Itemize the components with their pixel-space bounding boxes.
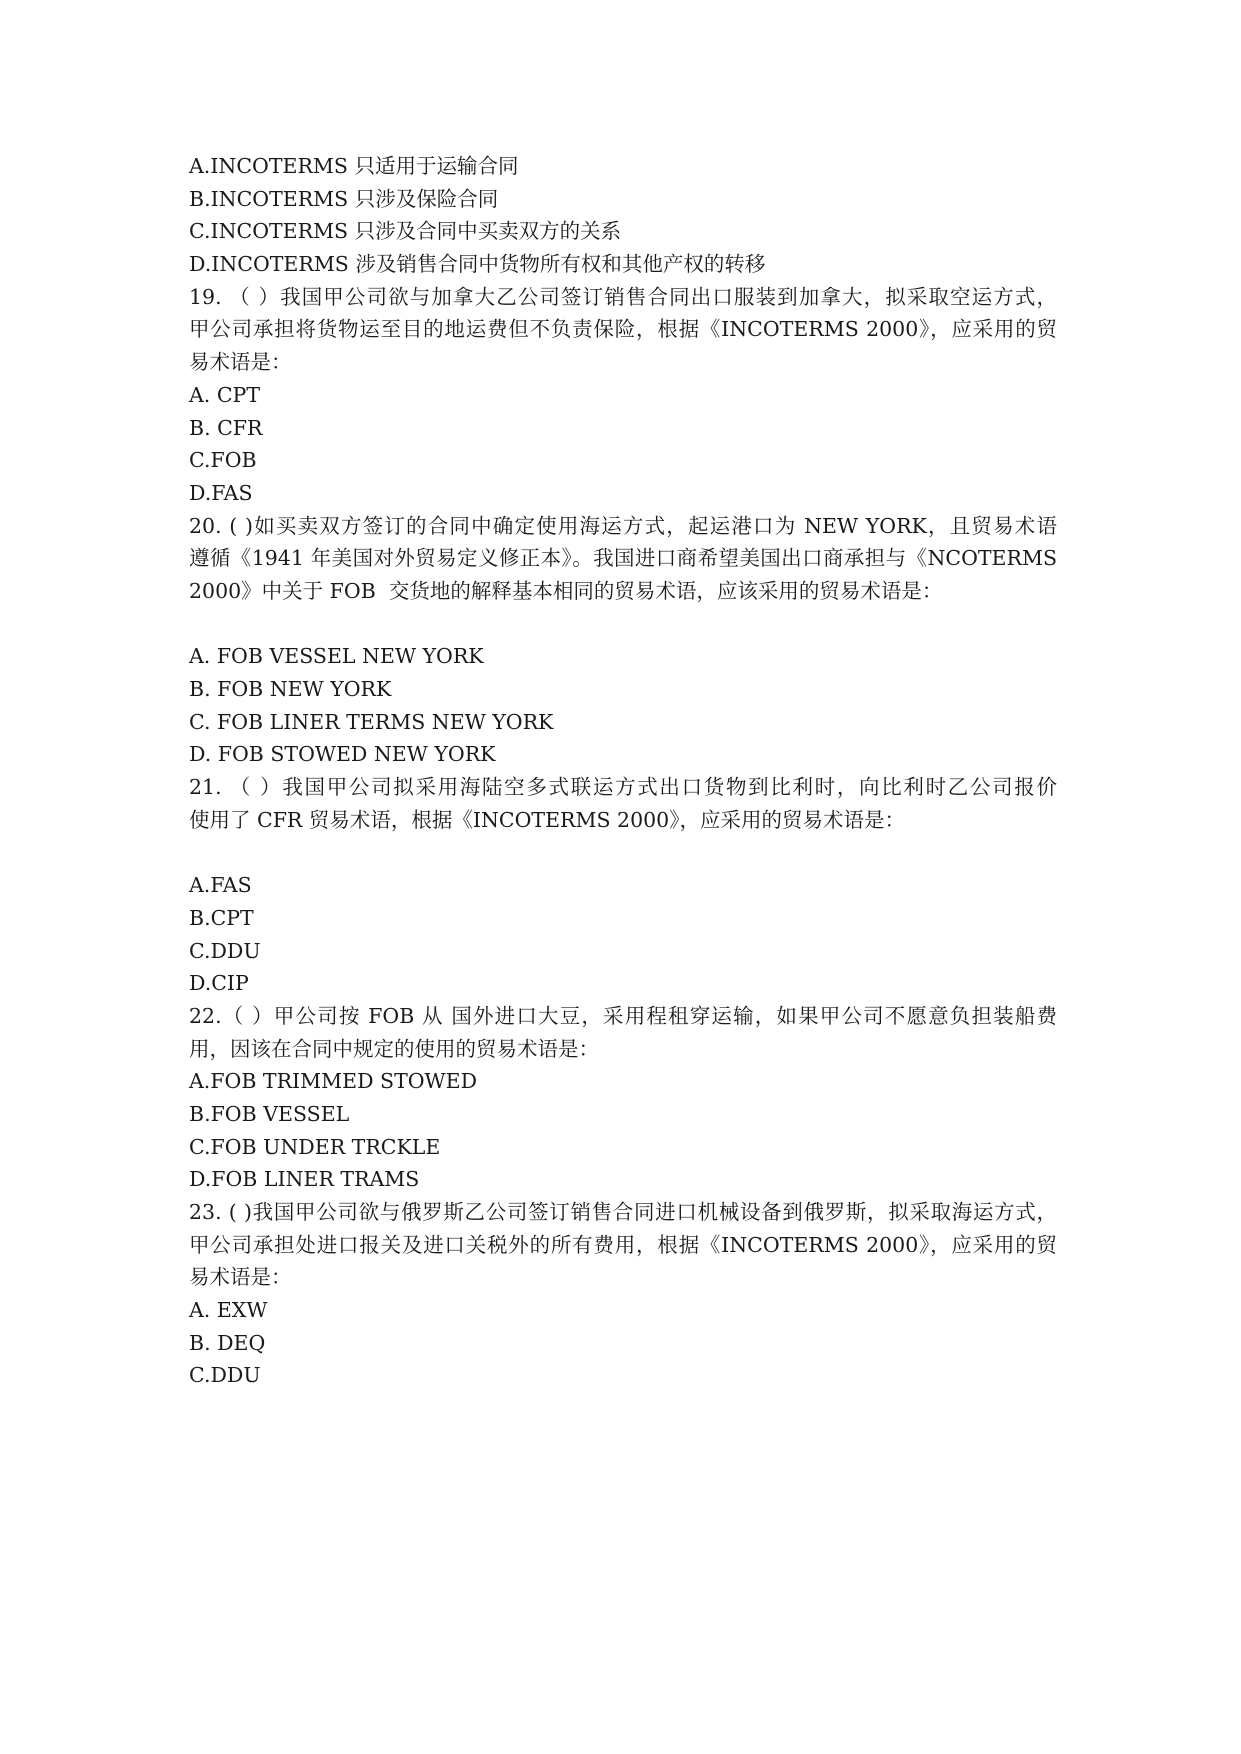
answer-option: A.FAS: [189, 873, 252, 898]
answer-option: D.INCOTERMS 涉及销售合同中货物所有权和其他产权的转移: [189, 252, 766, 277]
answer-option: D. FOB STOWED NEW YORK: [189, 742, 496, 767]
question-text-line: 21. （ ）我国甲公司拟采用海陆空多式联运方式出口货物到比利时，向比利时乙公司报价: [189, 775, 1057, 800]
answer-option: D.CIP: [189, 971, 249, 996]
question-text-line: 20. ( )如买卖双方签订的合同中确定使用海运方式，起运港口为 NEW YORK，且贸易术语: [189, 513, 1057, 538]
question-text-line: 用，因该在合同中规定的使用的贸易术语是：: [189, 1036, 599, 1061]
answer-option: A. FOB VESSEL NEW YORK: [189, 644, 484, 669]
answer-option: B.INCOTERMS 只涉及保险合同: [189, 186, 499, 211]
answer-option: B. DEQ: [189, 1330, 266, 1355]
question-text-line: 2000》中关于 FOB 交货地的解释基本相同的贸易术语，应该采用的贸易术语是：: [189, 578, 943, 603]
answer-option: C.DDU: [189, 938, 261, 963]
answer-option: B.CPT: [189, 905, 254, 930]
question-text-line: 甲公司承担将货物运至目的地运费但不负责保险，根据《INCOTERMS 2000》，应采用的贸: [189, 317, 1057, 342]
question-text-line: 甲公司承担处进口报关及进口关税外的所有费用，根据《INCOTERMS 2000》，应采用的贸: [189, 1232, 1057, 1257]
answer-option: C.FOB: [189, 448, 257, 473]
answer-option: D.FOB LINER TRAMS: [189, 1167, 420, 1192]
question-text-line: 易术语是：: [189, 1265, 292, 1290]
answer-option: B. FOB NEW YORK: [189, 677, 392, 701]
answer-option: C.DDU: [189, 1363, 261, 1388]
blank-line: [189, 608, 1057, 641]
answer-option: D.FAS: [189, 480, 253, 505]
answer-option: B. CFR: [189, 415, 263, 440]
answer-option: B.FOB VESSEL: [189, 1101, 350, 1126]
answer-option: C. FOB LINER TERMS NEW YORK: [189, 709, 554, 734]
question-text-line: 19. （ ）我国甲公司欲与加拿大乙公司签订销售合同出口服装到加拿大，拟采取空运方式，: [189, 284, 1057, 309]
question-text-line: 使用了 CFR 贸易术语，根据《INCOTERMS 2000》，应采用的贸易术语是：: [189, 807, 905, 832]
question-text-line: 遵循《1941 年美国对外贸易定义修正本》。我国进口商希望美国出口商承担与《NCOTERMS: [189, 546, 1057, 571]
answer-option: A.INCOTERMS 只适用于运输合同: [189, 154, 519, 178]
question-text-line: 易术语是：: [189, 350, 292, 375]
question-text-line: 23. ( )我国甲公司欲与俄罗斯乙公司签订销售合同进口机械设备到俄罗斯，拟采取海运方式，: [189, 1200, 1057, 1224]
document-body: [189, 150, 1057, 1392]
answer-option: C.INCOTERMS 只涉及合同中买卖双方的关系: [189, 219, 622, 244]
answer-option: A. EXW: [189, 1298, 268, 1323]
question-text-line: 22.（ ）甲公司按 FOB 从 国外进口大豆，采用程租穿运输，如果甲公司不愿意负担装船费: [189, 1003, 1057, 1028]
answer-option: A.FOB TRIMMED STOWED: [189, 1069, 478, 1094]
blank-line: [189, 836, 1057, 869]
answer-option: A. CPT: [189, 382, 260, 407]
answer-option: C.FOB UNDER TRCKLE: [189, 1134, 441, 1159]
